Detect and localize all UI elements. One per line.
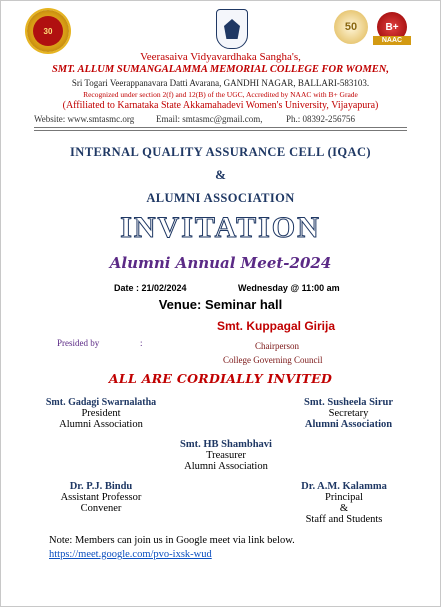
principal-role: Principal xyxy=(325,492,363,503)
college-anniversary-logo-icon xyxy=(27,10,69,52)
person-president xyxy=(31,397,171,430)
college-address: Sri Togari Veerappanavara Datti Avarana, GANDHI NAGAR, BALLARI-583103. xyxy=(71,78,370,88)
convener-title: Convener xyxy=(80,503,122,514)
alumni-association-title: ALUMNI ASSOCIATION xyxy=(146,191,295,205)
college-emblem-icon xyxy=(216,9,248,49)
secretary-role: Secretary xyxy=(328,408,369,419)
emblem-shield-icon xyxy=(224,19,240,39)
naac-ribbon: NAAC xyxy=(373,36,411,45)
event-name: Alumni Annual Meet-2024 xyxy=(109,254,332,272)
convener-role: Assistant Professor xyxy=(60,492,142,503)
google-meet-link[interactable]: https://meet.google.com/pvo-ixsk-wud xyxy=(49,549,212,560)
presiding-person-role: Chairperson xyxy=(255,341,299,351)
president-name: Smt. Gadagi Swarnalatha xyxy=(45,397,157,408)
president-role: President xyxy=(81,408,121,419)
invitation-heading: INVITATION xyxy=(120,211,321,244)
join-note: Note: Members can join us in Google meet via link below. xyxy=(49,535,295,546)
society-name: Veerasaiva Vidyavardhaka Sangha's, xyxy=(140,51,301,63)
event-time: Wednesday @ 11:00 am xyxy=(238,283,340,293)
college-phone: Ph.: 08392-256756 xyxy=(286,114,356,124)
presiding-person-org: College Governing Council xyxy=(223,355,323,365)
treasurer-name: Smt. HB Shambhavi xyxy=(180,439,272,450)
secretary-org: Alumni Association xyxy=(304,419,393,430)
presided-by-label: Presided by xyxy=(57,338,100,348)
event-date: Date : 21/02/2024 xyxy=(114,283,187,293)
principal-org: Staff and Students xyxy=(305,514,383,525)
college-name: SMT. ALLUM SUMANGALAMMA MEMORIAL COLLEGE FOR WOMEN, xyxy=(51,64,390,75)
event-venue: Venue: Seminar hall xyxy=(158,297,283,312)
principal-name: Dr. A.M. Kalamma xyxy=(301,481,387,492)
header-divider-1 xyxy=(34,127,407,128)
presided-by-colon: : xyxy=(140,338,143,348)
naac-grade: B+ xyxy=(385,21,399,33)
logo-50-text: 50 xyxy=(344,21,358,33)
logo-left-text: 30 xyxy=(33,16,63,46)
secretary-name: Smt. Susheela Sirur xyxy=(304,397,393,408)
principal-ampersand: & xyxy=(339,503,349,514)
college-website: Website: www.smtasmc.org xyxy=(34,114,135,124)
header-divider-2 xyxy=(34,130,407,131)
fifty-years-logo-icon xyxy=(334,10,368,44)
college-affiliation: (Affiliated to Karnataka State Akkamahadevi Women's University, Vijayapura) xyxy=(62,100,379,111)
iqac-title: INTERNAL QUALITY ASSURANCE CELL (IQAC) xyxy=(70,145,371,159)
person-convener xyxy=(41,481,161,514)
title-ampersand: & xyxy=(215,167,226,182)
welcome-message: ALL ARE CORDIALLY INVITED xyxy=(108,371,333,386)
president-org: Alumni Association xyxy=(59,419,143,430)
person-treasurer xyxy=(161,439,291,472)
college-recognition: Recognized under section 2(f) and 12(B) of the UGC, Accredited by NAAC with B+ Grade xyxy=(83,90,358,99)
treasurer-role: Treasurer xyxy=(206,450,246,461)
college-email: Email: smtasmc@gmail.com, xyxy=(156,114,263,124)
treasurer-org: Alumni Association xyxy=(184,461,268,472)
person-secretary xyxy=(286,397,411,430)
person-principal xyxy=(284,481,404,525)
convener-name: Dr. P.J. Bindu xyxy=(69,481,133,492)
presiding-person-name: Smt. Kuppagal Girija xyxy=(217,319,336,333)
